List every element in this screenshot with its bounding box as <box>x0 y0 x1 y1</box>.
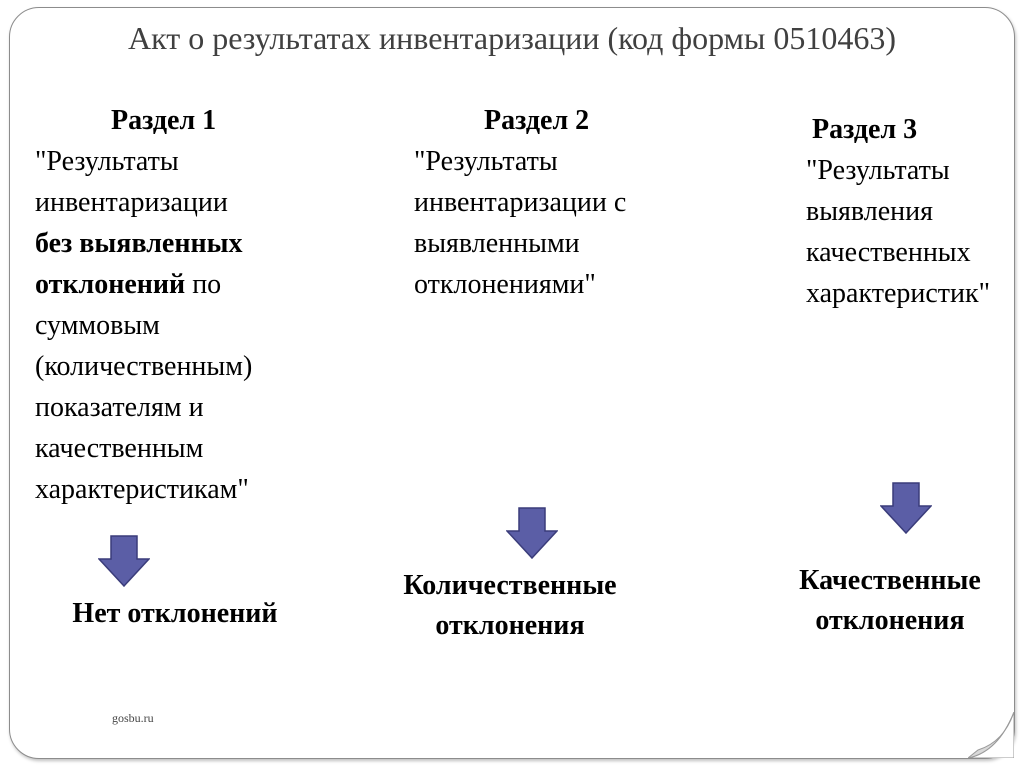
section-3-result-line-1: Качественные <box>799 565 981 596</box>
section-1-line-1: "Результаты <box>35 146 179 177</box>
section-1 <box>35 100 335 510</box>
section-3-heading: Раздел 3 <box>812 114 918 145</box>
section-1-result-text: Нет отклонений <box>72 598 278 629</box>
section-2 <box>414 100 704 305</box>
section-1-line-4-regular: по <box>185 269 222 300</box>
section-2-result <box>360 566 660 646</box>
section-1-heading: Раздел 1 <box>111 105 217 136</box>
section-3-line-4: характеристик" <box>806 278 991 309</box>
section-2-line-3: выявленными <box>414 228 580 259</box>
down-arrow-icon <box>506 507 558 559</box>
section-1-line-7: показателям и <box>35 392 204 423</box>
section-3 <box>806 109 1024 314</box>
section-2-heading: Раздел 2 <box>484 105 590 136</box>
section-3-line-3: качественных <box>806 237 971 268</box>
section-3-line-2: выявления <box>806 196 934 227</box>
section-1-line-5: суммовым <box>35 310 160 341</box>
section-2-line-4: отклонениями" <box>414 269 596 300</box>
section-1-line-6: (количественным) <box>35 351 253 382</box>
page-curl-decoration <box>968 712 1014 758</box>
section-1-line-4-bold: отклонений <box>35 269 186 300</box>
section-2-line-1: "Результаты <box>414 146 558 177</box>
section-2-result-line-1: Количественные <box>403 570 617 601</box>
section-1-line-4 <box>35 264 335 305</box>
section-1-line-2: инвентаризации <box>35 187 228 218</box>
section-1-result <box>40 594 310 634</box>
source-label: gosbu.ru <box>112 711 154 725</box>
down-arrow-icon <box>98 535 150 587</box>
page-title: Акт о результатах инвентаризации (код формы 0510463) <box>127 20 897 56</box>
section-3-result-line-2: отклонения <box>815 605 965 636</box>
section-2-result-line-2: отклонения <box>435 610 585 641</box>
section-2-line-2: инвентаризации с <box>414 187 627 218</box>
section-1-line-9: характеристикам" <box>35 474 249 505</box>
section-1-line-8: качественным <box>35 433 204 464</box>
section-3-line-1: "Результаты <box>806 155 950 186</box>
section-3-result <box>770 561 1010 641</box>
section-1-line-3: без выявленных <box>35 228 243 259</box>
down-arrow-icon <box>880 482 932 534</box>
